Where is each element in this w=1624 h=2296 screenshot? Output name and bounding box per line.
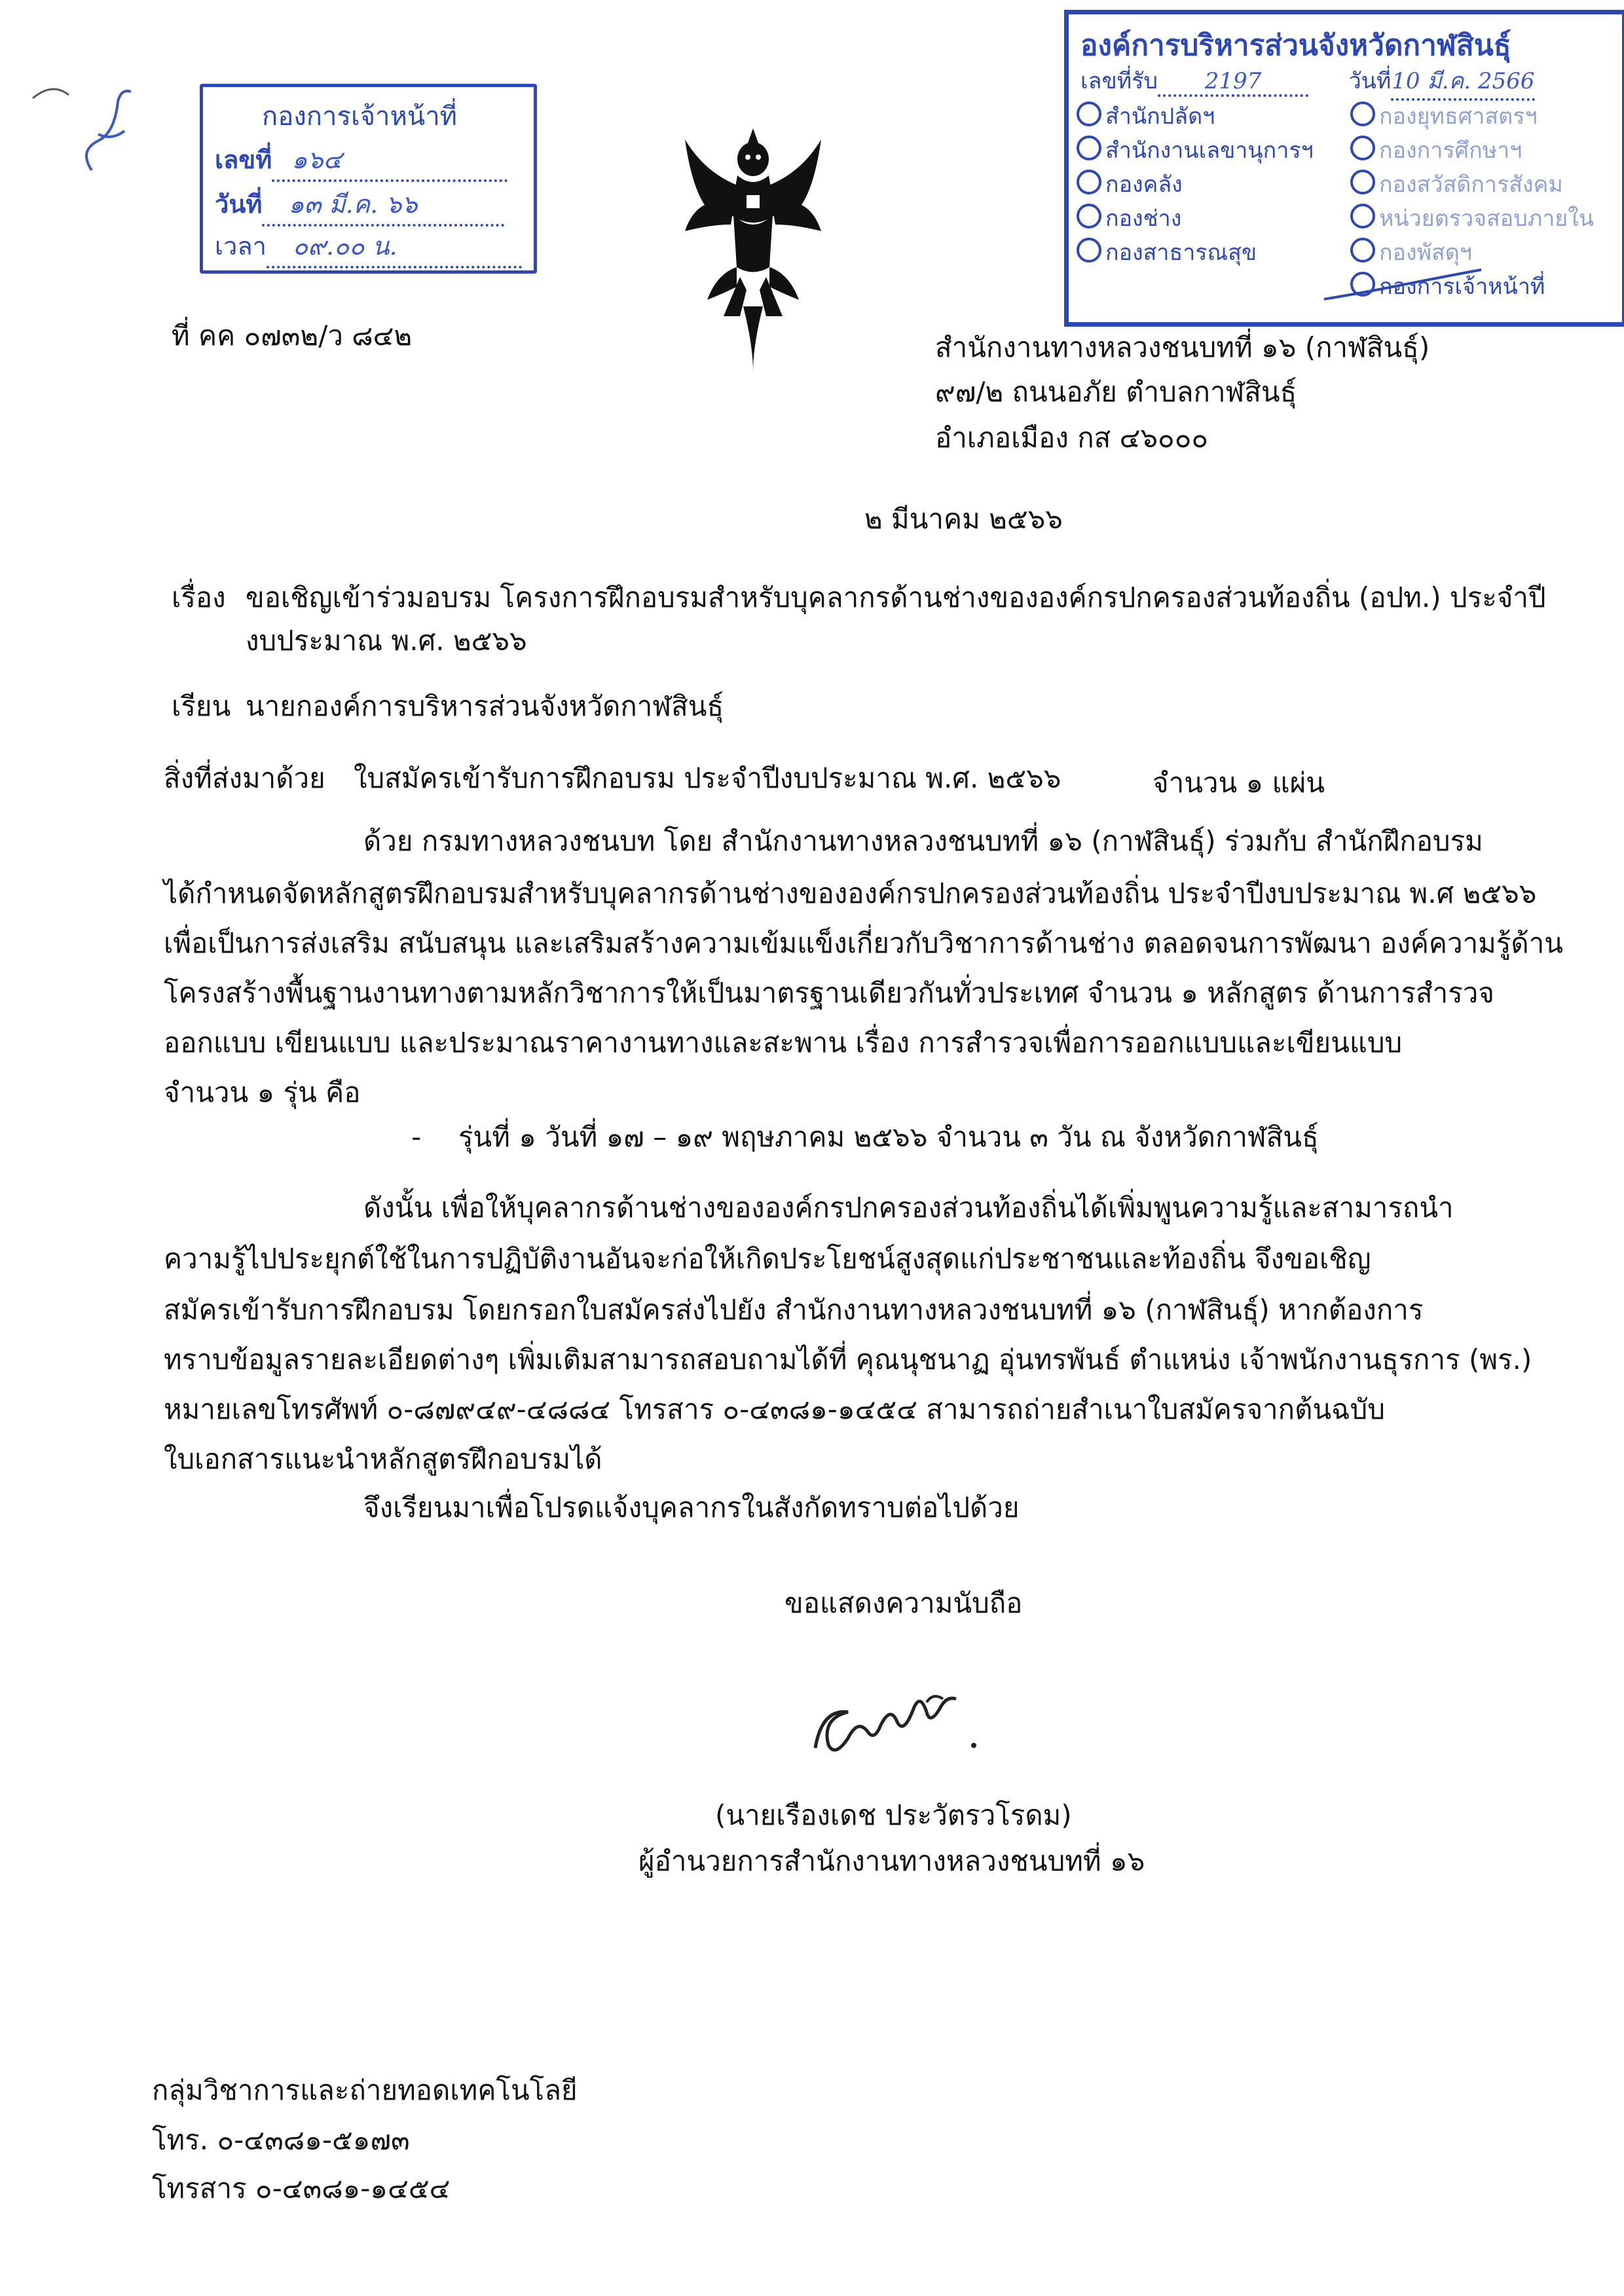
signer-name: (นายเรืองเดช ประวัตรวโรดม): [715, 1799, 1072, 1831]
subject-label: เรื่อง: [172, 581, 226, 613]
enclosure-value: ใบสมัครเข้ารับการฝึกอบรม ประจำปีงบประมาณ พ.ศ. ๒๕๖๖: [354, 762, 1061, 794]
para1-line-5: ออกแบบ เขียนแบบ และประมาณราคางานทางและสะพาน เรื่อง การสำรวจเพื่อการออกแบบและเขียนแบบ: [164, 1027, 1403, 1059]
subject-line-2: งบประมาณ พ.ศ. ๒๕๖๖: [246, 625, 527, 657]
enclosure-label: สิ่งที่ส่งมาด้วย: [164, 762, 325, 794]
stamp-time-row: [215, 226, 522, 268]
stamp-number-label: เลขที่: [215, 145, 272, 174]
para1-line-1: ด้วย กรมทางหลวงชนบท โดย สำนักงานทางหลวงชนบทที่ ๑๖ (กาฬสินธุ์) ร่วมกับ สำนักฝึกอบรม: [363, 825, 1483, 857]
option-left-3[interactable]: กองคลัง: [1077, 166, 1183, 202]
checkbox-circle-icon: [1077, 170, 1101, 194]
checkbox-circle-icon: [1350, 101, 1375, 126]
received-date-value: 10 มี.ค. 2566: [1391, 63, 1535, 101]
stamp-number-value: ๑๖๔: [272, 139, 507, 182]
para1-line-2: ได้กำหนดจัดหลักสูตรฝึกอบรมสำหรับบุคลากรด้านช่างขององค์กรปกครองส่วนท้องถิ่น ประจำปีงบประมาณ พ.ศ ๒๕๖๖: [164, 877, 1537, 909]
option-right-5[interactable]: กองพัสดุฯ: [1350, 234, 1472, 270]
footer-phone: โทร. ๐-๔๓๘๑-๕๑๗๓: [152, 2124, 410, 2156]
footer-fax: โทรสาร ๐-๔๓๘๑-๑๔๕๔: [152, 2172, 451, 2204]
received-date-label: วันที่: [1348, 68, 1392, 94]
stamp-date-row: [215, 184, 504, 227]
checkbox-circle-icon: [1350, 204, 1375, 228]
received-value: 2197: [1158, 68, 1308, 97]
sender-address-line-2: ๙๗/๒ ถนนอภัย ตำบลกาฬสินธุ์: [935, 376, 1297, 408]
stamp-date-value: ๑๓ มี.ค. ๖๖: [262, 184, 504, 227]
checkbox-circle-icon: [1077, 136, 1101, 160]
option-left-4[interactable]: กองช่าง: [1077, 200, 1181, 236]
enclosure-count: จำนวน ๑ แผ่น: [1153, 767, 1325, 799]
para2-line-5: หมายเลขโทรศัพท์ ๐-๘๗๙๔๙-๔๘๘๔ โทรสาร ๐-๔๓๘๑-๑๔๕๔ สามารถถ่ายสำเนาใบสมัครจากต้นฉบับ: [164, 1393, 1385, 1425]
para1-line-3: เพื่อเป็นการส่งเสริม สนับสนุน และเสริมสร้างความเข้มแข็งเกี่ยวกับวิชาการด้านช่าง ตลอดจนการพัฒนา องค์ความรู้ด้าน: [164, 927, 1563, 959]
option-right-3[interactable]: กองสวัสดิการสังคม: [1350, 166, 1563, 202]
checkbox-circle-icon: [1350, 170, 1375, 194]
para2-line-3: สมัครเข้ารับการฝึกอบรม โดยกรอกใบสมัครส่งไปยัง สำนักงานทางหลวงชนบทที่ ๑๖ (กาฬสินธุ์) หากต้องการ: [164, 1294, 1424, 1326]
para2-line-6: ใบเอกสารแนะนำหลักสูตรฝึกอบรมได้: [164, 1443, 602, 1475]
option-right-2[interactable]: กองการศึกษาฯ: [1350, 132, 1522, 168]
option-right-4[interactable]: หน่วยตรวจสอบภายใน: [1350, 200, 1594, 236]
checkbox-circle-icon: [1350, 136, 1375, 160]
stamp-number-row: [215, 139, 507, 182]
checkmark-stroke-icon: [1318, 266, 1488, 312]
stamp-time-label: เวลา: [215, 232, 267, 261]
stamp-title: กองการเจ้าหน้าที่: [262, 101, 458, 132]
margin-note-scribble: [20, 72, 151, 183]
option-left-1[interactable]: สำนักปลัดฯ: [1077, 98, 1215, 134]
stamp-date-label: วันที่: [215, 190, 263, 219]
footer-department: กลุ่มวิชาการและถ่ายทอดเทคโนโลยี: [152, 2074, 578, 2106]
option-right-6[interactable]: กองการเจ้าหน้าที่: [1350, 268, 1545, 304]
checkbox-circle-icon: [1077, 238, 1101, 263]
document-date: ๒ มีนาคม ๒๕๖๖: [864, 503, 1063, 535]
checkbox-circle-icon: [1077, 101, 1101, 126]
receiving-number-row: [1080, 63, 1535, 101]
option-left-5[interactable]: กองสาธารณสุข: [1077, 234, 1257, 270]
to-label: เรียน: [172, 690, 231, 722]
para1-line-4: โครงสร้างพื้นฐานงานทางตามหลักวิชาการให้เป็นมาตรฐานเดียวกันทั่วประเทศ จำนวน ๑ หลักสูตร ด้านการสำรวจ: [164, 977, 1494, 1009]
para1-line-6: จำนวน ๑ รุ่น คือ: [164, 1076, 361, 1108]
document-reference: ที่ คค ๐๗๓๒/ว ๘๔๒: [172, 319, 413, 352]
option-left-2[interactable]: สำนักงานเลขานุการฯ: [1077, 132, 1314, 168]
stamp-time-value: ๐๙.๐๐ น.: [267, 226, 522, 268]
handwritten-signature: [802, 1683, 999, 1774]
subject-line-1: ขอเชิญเข้าร่วมอบรม โครงการฝึกอบรมสำหรับบุคลากรด้านช่างขององค์กรปกครองส่วนท้องถิ่น (อปท.) ประจำปี: [246, 581, 1546, 613]
sender-address-line-3: อำเภอเมือง กส ๔๖๐๐๐: [935, 422, 1208, 454]
garuda-emblem-icon: [674, 123, 832, 378]
to-value: นายกองค์การบริหารส่วนจังหวัดกาฬสินธุ์: [246, 690, 724, 722]
signer-title: ผู้อำนวยการสำนักงานทางหลวงชนบทที่ ๑๖: [638, 1845, 1145, 1877]
checkbox-circle-icon: [1077, 204, 1101, 228]
receiving-stamp: [1064, 10, 1624, 327]
checkbox-circle-icon: [1350, 238, 1375, 263]
para2-line-1: ดังนั้น เพื่อให้บุคลากรด้านช่างขององค์กรปกครองส่วนท้องถิ่นได้เพิ่มพูนความรู้และสามารถนำ: [363, 1192, 1454, 1224]
department-stamp: [200, 84, 537, 274]
closing-request: จึงเรียนมาเพื่อโปรดแจ้งบุคลากรในสังกัดทราบต่อไปด้วย: [363, 1491, 1020, 1523]
receiving-stamp-org: องค์การบริหารส่วนจังหวัดกาฬสินธุ์: [1080, 29, 1511, 62]
closing-salutation: ขอแสดงความนับถือ: [784, 1587, 1023, 1619]
bullet-item: รุ่นที่ ๑ วันที่ ๑๗ – ๑๙ พฤษภาคม ๒๕๖๖ จำนวน ๓ วัน ณ จังหวัดกาฬสินธุ์: [458, 1121, 1319, 1153]
received-label: เลขที่รับ: [1080, 68, 1158, 94]
option-right-1[interactable]: กองยุทธศาสตรฯ: [1350, 98, 1538, 134]
para2-line-2: ความรู้ไปประยุกต์ใช้ในการปฏิบัติงานอันจะก่อให้เกิดประโยชน์สูงสุดแก่ประชาชนและท้องถิ่น จึงขอเชิญ: [164, 1243, 1371, 1275]
para2-line-4: ทราบข้อมูลรายละเอียดต่างๆ เพิ่มเติมสามารถสอบถามได้ที่ คุณนุชนาฏ อุ่นทรพันธ์ ตำแหน่ง เจ้าพนักงานธุรการ (พร.): [164, 1343, 1532, 1376]
sender-address-line-1: สำนักงานทางหลวงชนบทที่ ๑๖ (กาฬสินธุ์): [935, 331, 1430, 363]
bullet-dash: -: [411, 1121, 422, 1153]
